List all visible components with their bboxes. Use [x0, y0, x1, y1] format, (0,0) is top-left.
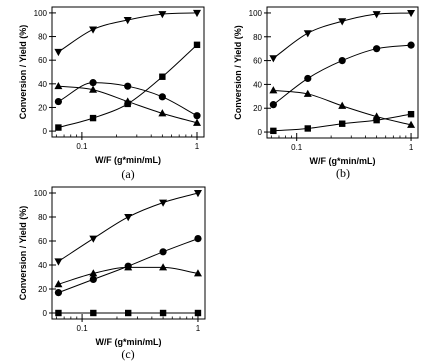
y-tick-label: 0 [257, 128, 262, 138]
y-tick-label: 60 [38, 237, 47, 246]
data-point-circle [339, 57, 346, 64]
data-point-triangle-down [124, 214, 132, 221]
y-axis-label: Conversion / Yield (%) [18, 205, 28, 301]
data-point-square [305, 125, 311, 131]
data-point-circle [159, 248, 166, 255]
y-tick-label: 0 [42, 309, 47, 318]
x-axis-label: W/F (g*min/mL) [95, 337, 162, 347]
data-point-triangle-down [89, 236, 97, 243]
data-point-square [160, 310, 166, 316]
data-point-circle [55, 98, 62, 105]
panel-caption: (a) [121, 167, 135, 181]
y-tick-label: 0 [42, 127, 47, 137]
data-point-circle [373, 45, 380, 52]
data-point-square [408, 111, 414, 117]
series-fit-line-triangle-down [58, 193, 198, 261]
y-tick-label: 40 [253, 80, 262, 90]
x-tick-label: 1 [408, 143, 414, 152]
x-axis-label: W/F (g*min/mL) [309, 156, 376, 166]
data-point-square [90, 115, 96, 121]
data-point-square [90, 310, 96, 316]
data-point-circle [304, 75, 311, 82]
x-tick-label: 1 [194, 142, 200, 151]
x-tick-label: 0.1 [76, 142, 88, 151]
y-tick-label: 20 [253, 104, 262, 114]
y-tick-label: 60 [38, 56, 47, 66]
data-point-square [339, 121, 345, 127]
y-tick-label: 40 [38, 261, 47, 270]
data-point-circle [55, 289, 62, 296]
x-tick-label: 1 [195, 324, 201, 333]
data-point-circle [270, 101, 277, 108]
plot-frame [52, 187, 205, 319]
data-point-triangle-up [159, 263, 167, 270]
series-fit-line-circle [273, 45, 411, 105]
panel-caption: (c) [121, 347, 135, 361]
x-axis-label: W/F (g*min/mL) [95, 155, 161, 165]
data-point-circle [124, 83, 131, 90]
y-axis-label: Conversion / Yield (%) [233, 25, 243, 120]
data-point-triangle-down [89, 26, 97, 33]
data-point-circle [90, 276, 97, 283]
data-point-triangle-up [269, 86, 277, 93]
data-point-triangle-down [304, 30, 312, 37]
panel-caption: (b) [336, 166, 350, 180]
y-tick-label: 80 [38, 213, 47, 222]
y-tick-label: 40 [38, 79, 47, 89]
data-point-circle [159, 93, 166, 100]
y-tick-label: 20 [38, 103, 47, 113]
data-point-circle [194, 235, 201, 242]
data-point-triangle-down [193, 10, 201, 17]
data-point-square [159, 74, 165, 80]
data-point-triangle-down [269, 55, 277, 62]
data-point-square [194, 42, 200, 48]
data-point-circle [407, 42, 414, 49]
data-point-square [55, 124, 61, 130]
chart-panel-a [18, 7, 204, 181]
data-point-triangle-down [54, 49, 62, 56]
x-tick-label: 0.1 [291, 143, 303, 152]
y-tick-label: 100 [248, 8, 262, 18]
y-tick-label: 80 [38, 32, 47, 42]
data-point-square [55, 310, 61, 316]
plot-frame [267, 7, 418, 138]
x-tick-label: 0.1 [76, 324, 88, 333]
y-axis-label: Conversion / Yield (%) [18, 24, 28, 120]
chart-panel-c [18, 187, 205, 361]
data-point-triangle-up [54, 82, 62, 89]
data-point-circle [193, 112, 200, 119]
y-tick-label: 60 [253, 56, 262, 66]
chart-panel-b [233, 7, 418, 180]
y-tick-label: 80 [253, 32, 262, 42]
plot-frame [52, 7, 204, 137]
data-point-square [195, 310, 201, 316]
y-tick-label: 20 [38, 285, 47, 294]
data-point-triangle-down [407, 10, 415, 17]
data-point-square [270, 128, 276, 134]
data-point-square [125, 310, 131, 316]
y-tick-label: 100 [33, 189, 47, 198]
y-tick-label: 100 [33, 8, 47, 18]
data-point-circle [89, 79, 96, 86]
